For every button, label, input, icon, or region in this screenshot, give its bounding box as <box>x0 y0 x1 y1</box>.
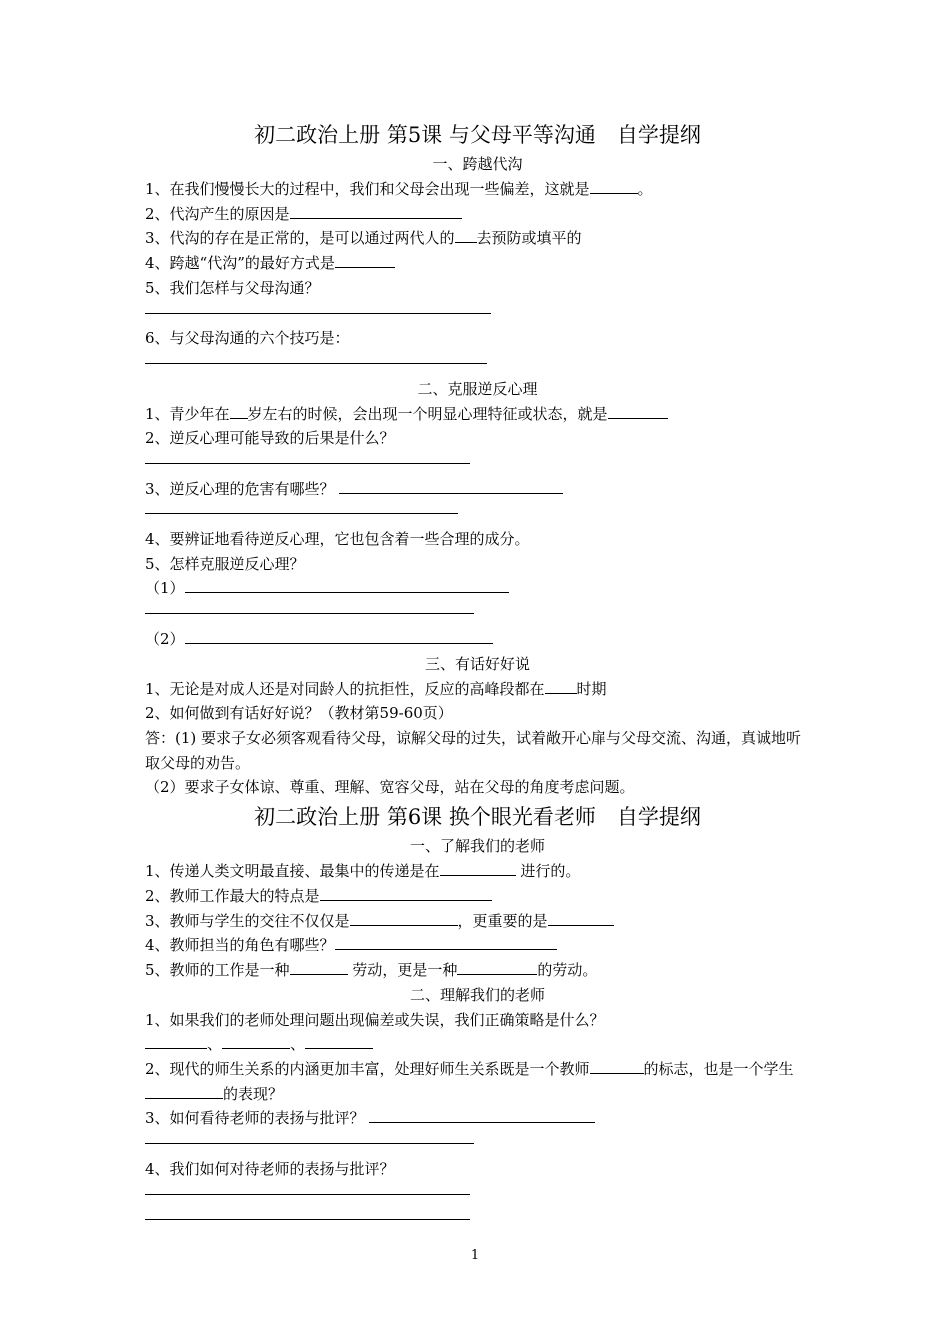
answer-blank[interactable] <box>230 403 248 419</box>
answer-line[interactable] <box>145 351 487 364</box>
question-text: 进行的。 <box>520 862 581 881</box>
question <box>145 177 810 202</box>
question-text: 3、代沟的存在是正常的，是可以通过两代人的 <box>145 229 455 248</box>
lesson5-section3-heading: 三、有话好好说 <box>424 654 530 673</box>
answer-blank[interactable] <box>545 678 577 694</box>
question <box>145 202 810 227</box>
answer-blank[interactable] <box>455 227 477 243</box>
question-text: 1、青少年在 <box>145 404 230 423</box>
question: 4、我们如何对待老师的表扬与批评？ <box>145 1159 395 1178</box>
question: 2、如何做到有话好好说？（教材第59-60页） <box>145 704 453 723</box>
question-text: 3、逆反心理的危害有哪些？ <box>145 479 335 498</box>
answer-blank[interactable] <box>335 252 395 268</box>
question <box>145 933 810 958</box>
answer-blank[interactable] <box>369 1107 595 1123</box>
sub-question <box>145 627 810 652</box>
question <box>145 909 810 934</box>
answer-blank[interactable] <box>440 860 516 876</box>
lesson5-title: 初二政治上册 第5课 与父母平等沟通 自学提纲 <box>254 123 701 147</box>
question <box>145 477 810 502</box>
question-text: 4、教师担当的角色有哪些？ <box>145 936 335 955</box>
question-text: 1、在我们慢慢长大的过程中，我们和父母会出现一些偏差，这就是 <box>145 180 590 198</box>
question-text: 的劳动。 <box>537 960 598 979</box>
question: 5、我们怎样与父母沟通？ <box>145 278 320 297</box>
answer-blank[interactable] <box>185 628 493 644</box>
answer-line[interactable] <box>145 1207 470 1220</box>
question-text: 1、传递人类文明最直接、最集中的传递是在 <box>145 862 440 881</box>
question <box>145 226 810 251</box>
answer-paragraph: 答：(1) 要求子女必须客观看待父母，谅解父母的过失，试着敞开心扉与父母交流、沟通，真诚地听取父母的劝告。 <box>145 728 802 772</box>
answer-line[interactable] <box>145 451 470 464</box>
answer-blank[interactable] <box>145 1083 223 1099</box>
question-text: 3、如何看待老师的表扬与批评？ <box>145 1109 365 1128</box>
answer-blank[interactable] <box>222 1033 290 1049</box>
document-content <box>145 118 810 1233</box>
question <box>145 884 810 909</box>
separator: 、 <box>290 1035 306 1054</box>
answer-line[interactable] <box>145 301 491 314</box>
sub-question <box>145 576 810 601</box>
lesson6-title: 初二政治上册 第6课 换个眼光看老师 自学提纲 <box>254 805 701 830</box>
question-text: 时期 <box>576 679 607 698</box>
statement: 4、要辨证地看待逆反心理，它也包含着一些合理的成分。 <box>145 530 530 549</box>
question <box>145 859 810 884</box>
answer-line[interactable] <box>145 1182 470 1195</box>
lesson6-section1-heading: 一、了解我们的老师 <box>409 837 545 856</box>
question-text: 1、无论是对成人还是对同龄人的抗拒性，反应的高峰段都在 <box>145 679 545 698</box>
question: 1、如果我们的老师处理问题出现偏差或失误，我们正确策略是什么？ <box>145 1010 605 1029</box>
item-number: （2） <box>145 629 185 648</box>
answer-line[interactable] <box>145 501 458 514</box>
item-number: （1） <box>145 579 185 598</box>
answer-paragraph: （2）要求子女体谅、尊重、理解、宽容父母，站在父母的角度考虑问题。 <box>145 778 635 797</box>
page-number: 1 <box>470 1248 480 1263</box>
question-text: ，更重要的是 <box>457 911 548 930</box>
answer-blank[interactable] <box>320 885 492 901</box>
question <box>145 1106 810 1131</box>
answer-blank[interactable] <box>590 178 638 194</box>
answer-line[interactable] <box>145 601 474 614</box>
answer-blank[interactable] <box>145 1033 207 1049</box>
answer-blank[interactable] <box>335 934 557 950</box>
question-text: 5、教师的工作是一种 <box>145 960 290 979</box>
answer-blank[interactable] <box>457 959 537 975</box>
question <box>145 402 810 427</box>
answer-blank[interactable] <box>305 1033 373 1049</box>
answer-line[interactable] <box>145 1131 474 1144</box>
question-text: 2、现代的师生关系的内涵更加丰富，处理好师生关系既是一个教师 <box>145 1060 590 1079</box>
question-text: 劳动，更是一种 <box>352 960 458 979</box>
separator: 、 <box>207 1035 223 1054</box>
question-text: 岁左右的时候，会出现一个明显心理特征或状态，就是 <box>247 404 608 423</box>
answer-blank[interactable] <box>290 959 348 975</box>
question-text: 2、教师工作最大的特点是 <box>145 886 320 905</box>
answer-blank[interactable] <box>350 910 458 926</box>
question-text: 去预防或填平的 <box>476 229 582 248</box>
lesson6-section2-heading: 二、理解我们的老师 <box>409 985 545 1004</box>
question: 5、怎样克服逆反心理？ <box>145 554 305 573</box>
question-text: 4、跨越“代沟”的最好方式是 <box>145 254 335 273</box>
question: 2、逆反心理可能导致的后果是什么？ <box>145 429 395 448</box>
question: 6、与父母沟通的六个技巧是： <box>145 329 350 348</box>
question-text: 2、代沟产生的原因是 <box>145 204 290 223</box>
question <box>145 1057 810 1106</box>
answer-blank[interactable] <box>590 1058 644 1074</box>
question-text: 的标志，也是一个学生 <box>643 1060 794 1079</box>
answer-blank[interactable] <box>339 478 563 494</box>
question-text: 。 <box>637 180 653 198</box>
answer-blank[interactable] <box>185 577 509 593</box>
lesson5-section2-heading: 二、克服逆反心理 <box>417 379 538 398</box>
question <box>145 958 810 983</box>
question <box>145 677 810 702</box>
question-text: 3、教师与学生的交往不仅仅是 <box>145 911 350 930</box>
lesson5-section1-heading: 一、跨越代沟 <box>432 155 523 173</box>
answer-blanks-row <box>145 1032 810 1057</box>
question-text: 的表现？ <box>223 1084 284 1103</box>
answer-blank[interactable] <box>608 403 668 419</box>
answer-blank[interactable] <box>290 203 462 219</box>
question <box>145 251 810 276</box>
answer-blank[interactable] <box>548 910 614 926</box>
